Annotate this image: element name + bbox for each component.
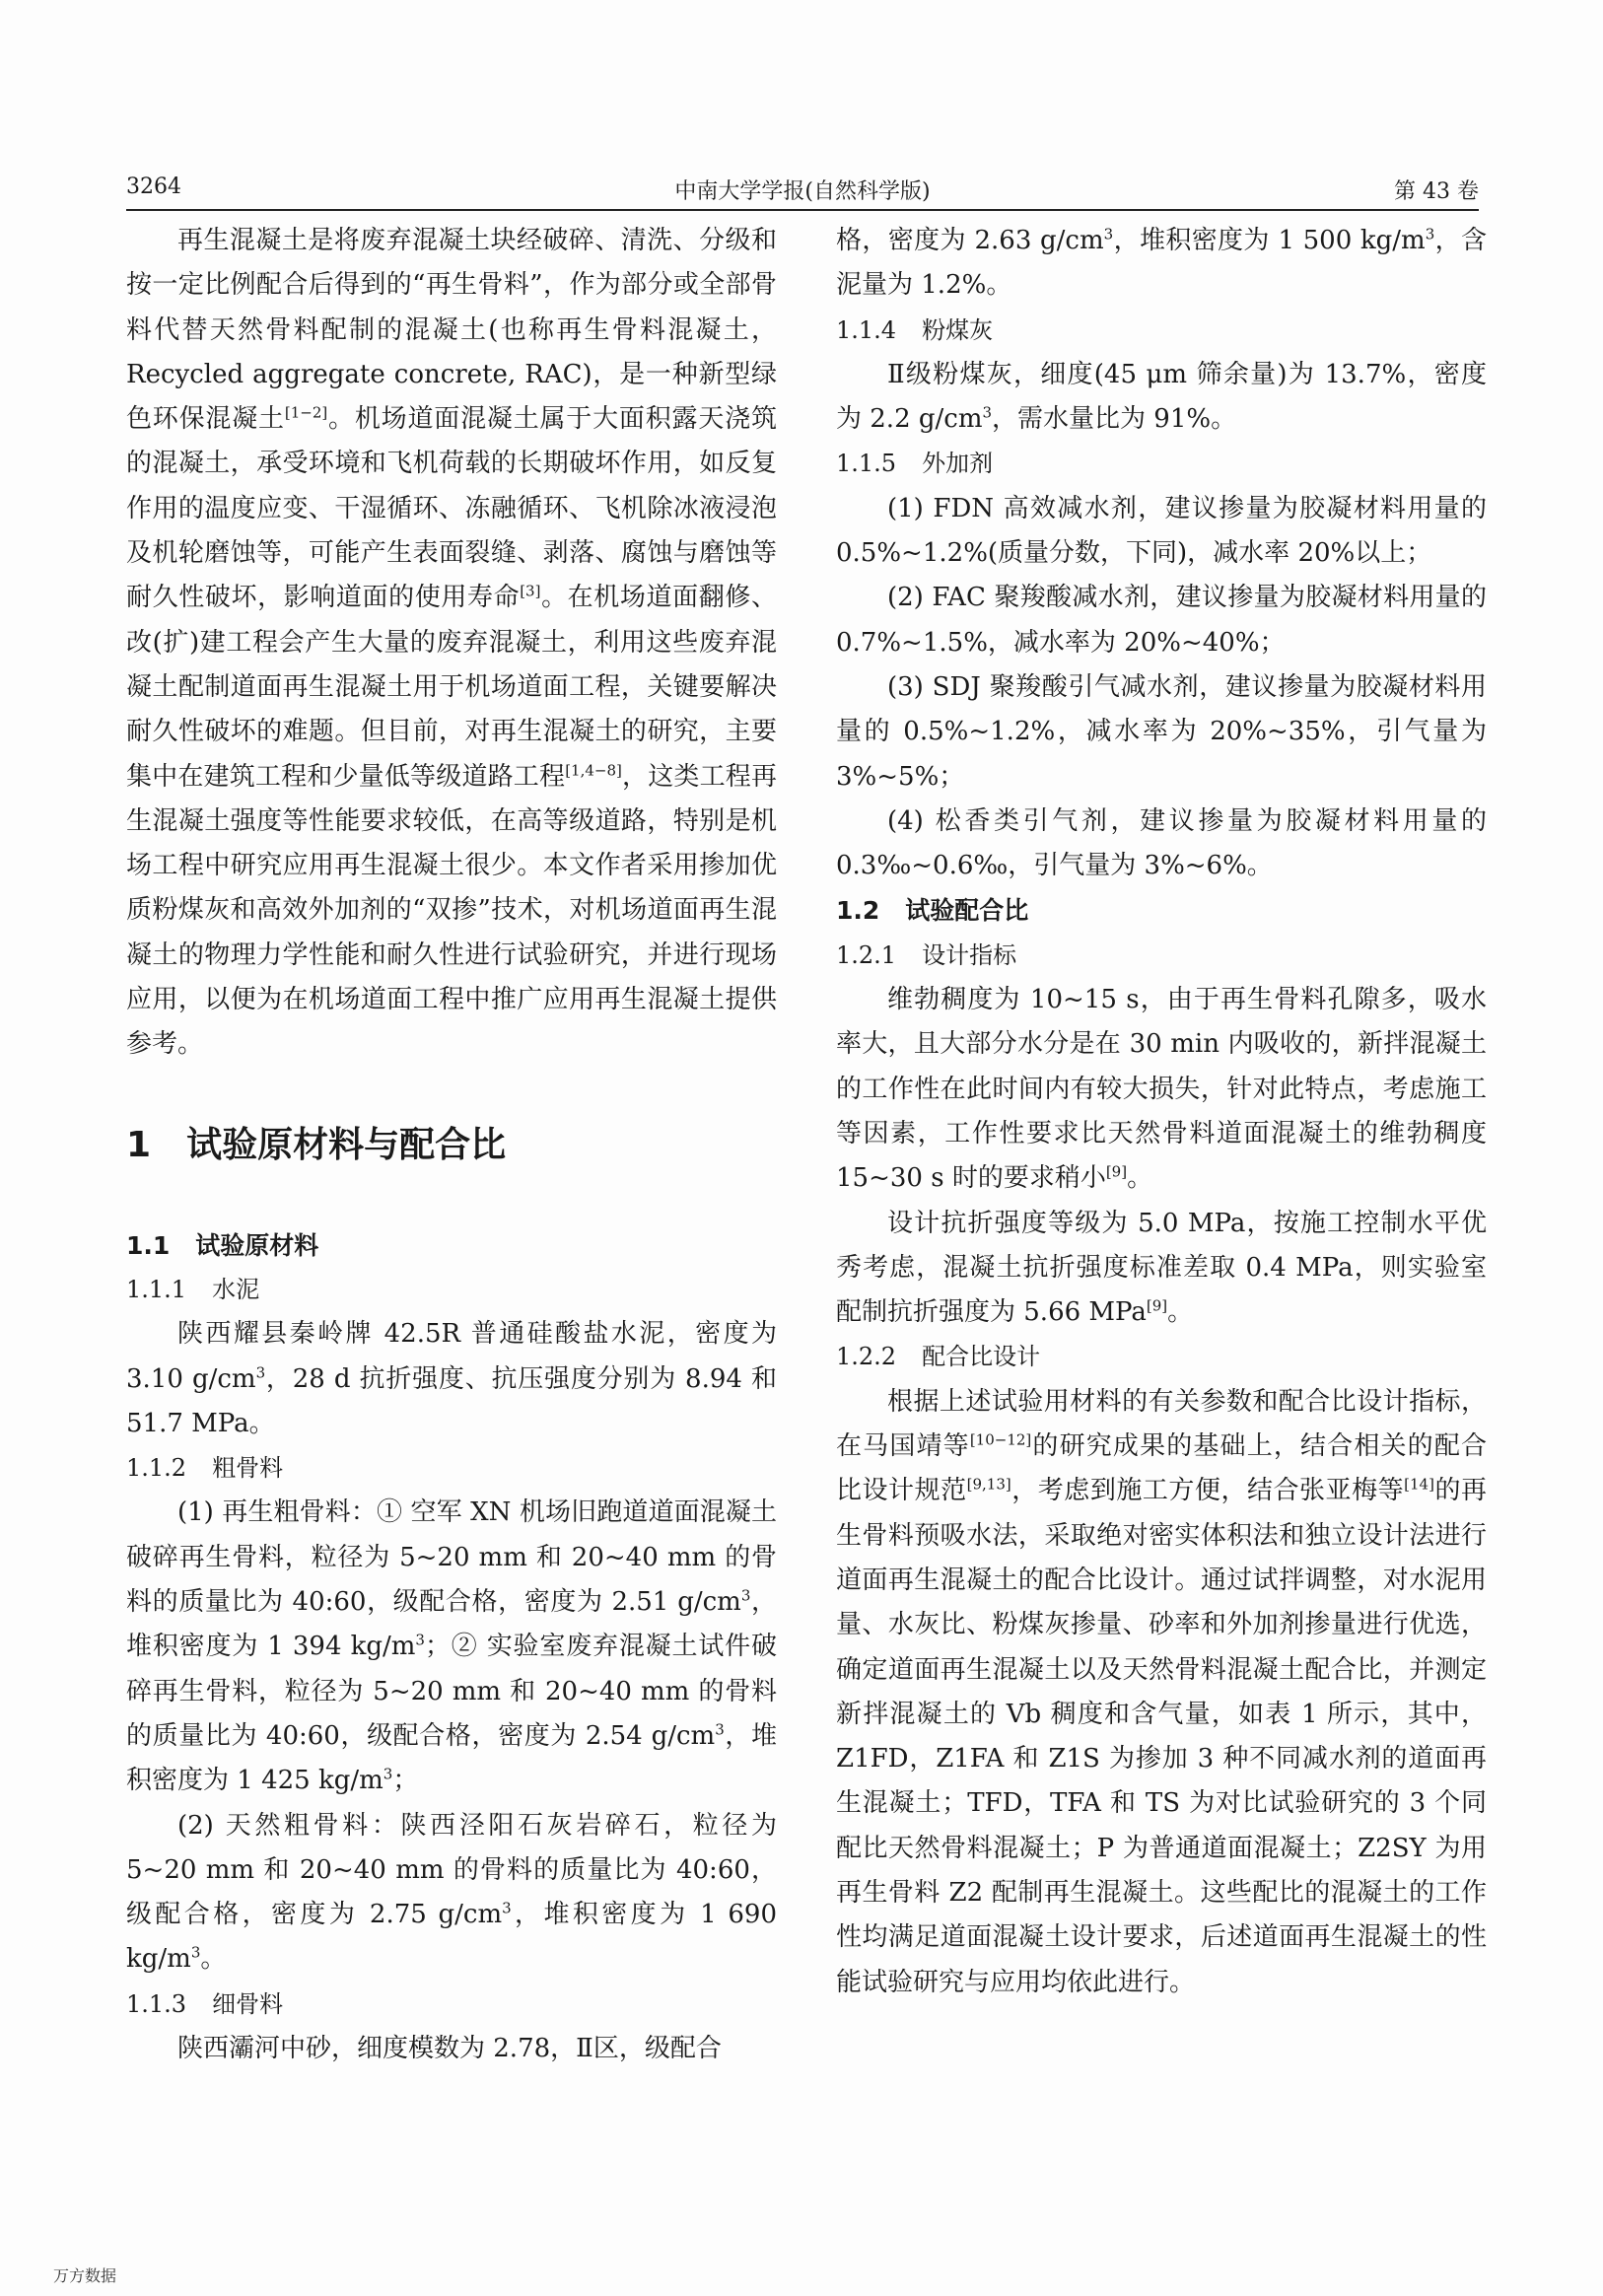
subsubsection-heading-1-1-2: 1.1.2 粗骨料: [126, 1454, 284, 1483]
subsection-heading-1-1: 1.1 试验原材料: [126, 1230, 319, 1260]
subsubsection-heading-1-2-1: 1.2.1 设计指标: [836, 940, 1017, 969]
right-column: [836, 219, 1487, 2005]
citation: [3]: [520, 582, 541, 600]
flyash-paragraph: Ⅱ级粉煤灰，细度(45 μm 筛余量)为 13.7%，密度为 2.2 $g/cm^3$，需水量比为 91%。: [836, 359, 1487, 435]
page-number: 3264: [126, 174, 181, 199]
coarse-aggregate-recycled-paragraph: (1) 再生粗骨料：① 空军 XN 机场旧跑道道面混凝土破碎再生骨料，粒径为 5~20 mm 和 20~40 mm 的骨料的质量比为 40:60，级配合格，密度为 2.51 $g/cm^3$，堆积密度为 1 394 $kg/m^3$；② 实验室废弃混凝土试件破碎再生骨料，粒径为 5~20 mm 和 20~40 mm 的骨料的质量比为 40:60，级配合格，密度为 2.54 $g/cm^3$，堆积密度为 1 425 $kg/m^3$；: [126, 1497, 777, 1796]
citation: [9]: [1105, 1162, 1128, 1181]
admixture-item-3: (3) SDJ 聚羧酸引气减水剂，建议掺量为胶凝材料用量的 0.5%~1.2%，减水率为 20%~35%，引气量为 3%~5%；: [836, 671, 1487, 792]
subsubsection-heading-1-1-4: 1.1.4 粉煤灰: [836, 315, 994, 344]
coarse-aggregate-natural-paragraph: (2) 天然粗骨料：陕西泾阳石灰岩碎石，粒径为 5~20 mm 和 20~40 mm 的骨料的质量比为 40:60，级配合格，密度为 2.75 $g/cm^3$，堆积密度为 1 690 $kg/m^3$。: [126, 1810, 777, 1975]
journal-title: 中南大学学报(自然科学版): [674, 179, 931, 204]
volume-label: 第 43 卷: [1394, 179, 1479, 204]
citation: [14]: [1404, 1475, 1434, 1494]
mix-design-paragraph: 根据上述试验用材料的有关参数和配合比设计指标，在马国靖等[10−12]的研究成果的基础上，结合相关的配合比设计规范[9,13]，考虑到施工方便，结合张亚梅等[14]的再生骨料预吸水法，采取绝对密实体积法和独立设计法进行道面再生混凝土的配合比设计。通过试拌调整，对水泥用量、水灰比、粉煤灰掺量、砂率和外加剂掺量进行优选，确定道面再生混凝土以及天然骨料混凝土配合比，并测定新拌混凝土的 Vb 稠度和含气量，如表 1 所示，其中，Z1FD，Z1FA 和 Z1S 为掺加 3 种不同减水剂的道面再生混凝土；TFD，TFA 和 TS 为对比试验研究的 3 个同配比天然骨料混凝土；P 为普通道面混凝土；Z2SY 为用再生骨料 Z2 配制再生混凝土。这些配比的混凝土的工作性均满足道面混凝土设计要求，后述道面再生混凝土的性能试验研究与应用均依此进行。: [836, 1386, 1487, 1997]
citation: [10−12]: [969, 1430, 1032, 1449]
subsubsection-heading-1-2-2: 1.2.2 配合比设计: [836, 1343, 1041, 1371]
design-index-paragraph-1: 维勃稠度为 10~15 s，由于再生骨料孔隙多，吸水率大，且大部分水分是在 30 min 内吸收的，新拌混凝土的工作性在此时间内有较大损失，针对此特点，考虑施工等因素，工作性要求比天然骨料道面混凝土的维勃稠度 15~30 s 时的要求稍小[9]。: [836, 985, 1487, 1194]
admixture-item-4: (4) 松香类引气剂，建议掺量为胶凝材料用量的 0.3‰~0.6‰，引气量为 3%~6%。: [836, 805, 1487, 881]
fine-aggregate-paragraph-continued: 格，密度为 2.63 $g/cm^3$，堆积密度为 1 500 $kg/m^3$，含泥量为 1.2%。: [836, 225, 1487, 301]
subsubsection-heading-1-1-5: 1.1.5 外加剂: [836, 450, 994, 478]
citation: [1−2]: [284, 403, 328, 422]
design-index-paragraph-2: 设计抗折强度等级为 5.0 MPa，按施工控制水平优秀考虑，混凝土抗折强度标准差取 0.4 MPa，则实验室配制抗折强度为 5.66 MPa[9]。: [836, 1208, 1487, 1328]
citation: [1,4−8]: [565, 760, 622, 779]
fine-aggregate-paragraph-start: 陕西灞河中砂，细度模数为 2.78，Ⅱ区，级配合: [177, 2033, 722, 2063]
citation: [9,13]: [966, 1475, 1011, 1494]
subsection-heading-1-2: 1.2 试验配合比: [836, 896, 1029, 926]
admixture-item-2: (2) FAC 聚羧酸减水剂，建议掺量为胶凝材料用量的 0.7%~1.5%，减水率为 20%~40%；: [836, 583, 1487, 658]
running-header: [126, 173, 1479, 208]
header-rule: [126, 209, 1479, 211]
section-heading-1: 1 试验原材料与配合比: [126, 1124, 507, 1165]
left-column: [126, 219, 777, 2071]
subsubsection-heading-1-1-1: 1.1.1 水泥: [126, 1275, 260, 1303]
admixture-item-1: (1) FDN 高效减水剂，建议掺量为胶凝材料用量的 0.5%~1.2%(质量分数，下同)，减水率 20%以上；: [836, 493, 1487, 569]
citation: [9]: [1146, 1296, 1168, 1315]
subsubsection-heading-1-1-3: 1.1.3 细骨料: [126, 1989, 284, 2018]
watermark-text: 万方数据: [53, 2266, 117, 2285]
cement-paragraph: 陕西耀县秦岭牌 42.5R 普通硅酸盐水泥，密度为 3.10 $g/cm^3$，28 d 抗折强度、抗压强度分别为 8.94 和 51.7 MPa。: [126, 1319, 777, 1438]
intro-paragraph: 再生混凝土是将废弃混凝土块经破碎、清洗、分级和按一定比例配合后得到的“再生骨料”，作为部分或全部骨料代替天然骨料配制的混凝土(也称再生骨料混凝土，Recycled aggregate concrete, RAC)，是一种新型绿色环保混凝土[1−2]。机场道面混凝土属于大面积露天浇筑的混凝土，承受环境和飞机荷载的长期破坏作用，如反复作用的温度应变、干湿循环、冻融循环、飞机除冰液浸泡及机轮磨蚀等，可能产生表面裂缝、剥落、腐蚀与磨蚀等耐久性破坏，影响道面的使用寿命[3]。在机场道面翻修、改(扩)建工程会产生大量的废弃混凝土，利用这些废弃混凝土配制道面再生混凝土用于机场道面工程，关键要解决耐久性破坏的难题。但目前，对再生混凝土的研究，主要集中在建筑工程和少量低等级道路工程[1,4−8]，这类工程再生混凝土强度等性能要求较低，在高等级道路，特别是机场工程中研究应用再生混凝土很少。本文作者采用掺加优质粉煤灰和高效外加剂的“双掺”技术，对机场道面再生混凝土的物理力学性能和耐久性进行试验研究，并进行现场应用，以便为在机场道面工程中推广应用再生混凝土提供参考。: [126, 226, 777, 1060]
